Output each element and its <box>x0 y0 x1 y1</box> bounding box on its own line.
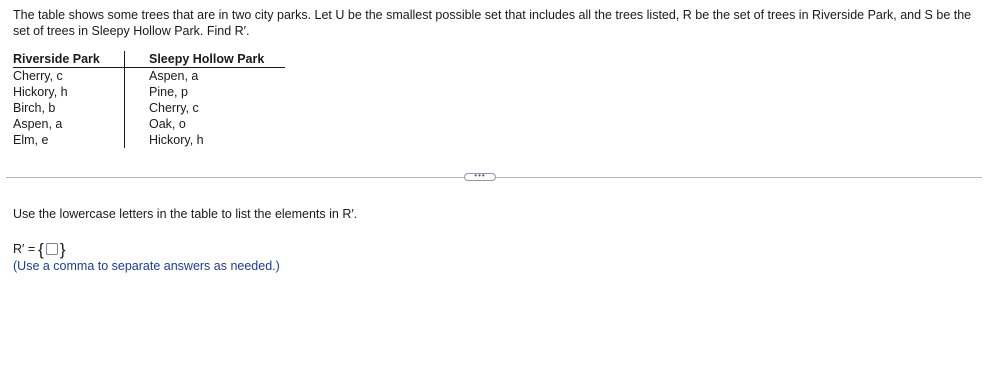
riverside-park-column <box>13 51 125 148</box>
table-cell: Hickory, h <box>13 85 68 99</box>
sleepy-hollow-park-column <box>125 51 285 148</box>
table-cell: Aspen, a <box>149 69 199 83</box>
parks-table <box>13 51 285 148</box>
table-cell: Elm, e <box>13 133 49 147</box>
riverside-park-header: Riverside Park <box>13 51 125 68</box>
more-button[interactable]: ••• <box>464 173 496 181</box>
problem-statement: The table shows some trees that are in two city parks. Let U be the smallest possible set that includes all the trees listed, R be the set of trees in Riverside Park, and S be the set of trees in Sleepy Hollow Park. Find R′. <box>13 8 972 38</box>
open-brace: { <box>38 239 44 259</box>
hint-text: (Use a comma to separate answers as needed.) <box>13 259 280 273</box>
table-cell: Cherry, c <box>13 69 63 83</box>
table-cell: Birch, b <box>13 101 56 115</box>
table-cell: Oak, o <box>149 117 186 131</box>
instruction-text: Use the lowercase letters in the table to list the elements in R′. <box>13 207 358 221</box>
table-cell: Aspen, a <box>13 117 63 131</box>
table-cell: Pine, p <box>149 85 188 99</box>
answer-label: R′ = <box>13 242 36 256</box>
table-cell: Cherry, c <box>149 101 199 115</box>
table-cell: Hickory, h <box>149 133 204 147</box>
sleepy-hollow-park-header: Sleepy Hollow Park <box>125 51 285 68</box>
answer-row <box>13 240 66 258</box>
close-brace: } <box>59 239 66 259</box>
answer-input[interactable] <box>46 243 58 255</box>
